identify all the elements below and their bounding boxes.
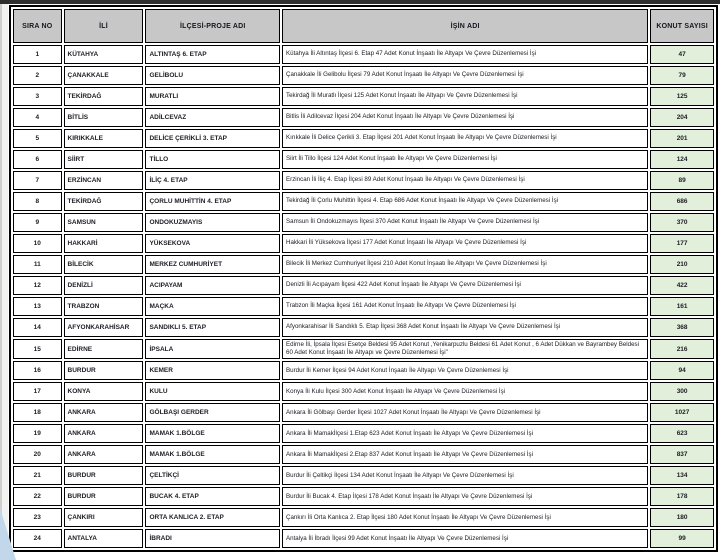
cell-ilce_proje: BUCAK 4. ETAP	[145, 487, 280, 506]
cell-sira_no: 23	[13, 508, 62, 527]
cell-sira_no: 22	[13, 487, 62, 506]
cell-konut_sayisi: 125	[650, 87, 714, 106]
cell-il: ANKARA	[64, 403, 144, 422]
cell-il: BURDUR	[64, 361, 144, 380]
cell-ilce_proje: İBRADI	[145, 529, 280, 548]
cell-sira_no: 19	[13, 424, 62, 443]
table-body	[13, 45, 714, 548]
table-row	[13, 255, 714, 274]
cell-sira_no: 2	[13, 66, 62, 85]
table-row	[13, 382, 714, 401]
cell-il: AFYONKARAHİSAR	[64, 318, 144, 337]
cell-isin_adi: Konya İli Kulu İlçesi 300 Adet Konut İnşaatı İle Altyapı Ve Çevre Düzenlemesi İşi	[282, 382, 648, 401]
cell-konut_sayisi: 837	[650, 445, 714, 464]
cell-konut_sayisi: 216	[650, 339, 714, 359]
cell-konut_sayisi: 177	[650, 234, 714, 253]
table-row	[13, 276, 714, 295]
cell-sira_no: 9	[13, 213, 62, 232]
cell-ilce_proje: MURATLI	[145, 87, 280, 106]
cell-ilce_proje: KULU	[145, 382, 280, 401]
housing-projects-table	[9, 5, 718, 552]
cell-isin_adi: Siirt İli Tillo İlçesi 124 Adet Konut İnşaatı İle Altyapı Ve Çevre Düzenlemesi İşi	[282, 150, 648, 169]
cell-konut_sayisi: 89	[650, 171, 714, 190]
column-header-sira_no: SIRA NO	[13, 9, 62, 43]
cell-konut_sayisi: 1027	[650, 403, 714, 422]
cell-ilce_proje: GÖLBAŞI GERDER	[145, 403, 280, 422]
cell-il: BURDUR	[64, 466, 144, 485]
cell-sira_no: 24	[13, 529, 62, 548]
cell-il: HAKKARİ	[64, 234, 144, 253]
cell-sira_no: 6	[13, 150, 62, 169]
cell-sira_no: 5	[13, 129, 62, 148]
cell-ilce_proje: İLİÇ 4. ETAP	[145, 171, 280, 190]
cell-sira_no: 12	[13, 276, 62, 295]
cell-isin_adi: Çanakkale İli Gelibolu İlçesi 79 Adet Konut İnşaatı İle Altyapı Ve Çevre Düzenlemesi İşi	[282, 66, 648, 85]
cell-il: ERZİNCAN	[64, 171, 144, 190]
column-header-ilce_proje: İLÇESİ-PROJE ADI	[145, 9, 280, 43]
cell-il: SİİRT	[64, 150, 144, 169]
table-row	[13, 361, 714, 380]
cell-il: KIRIKKALE	[64, 129, 144, 148]
cell-il: BİLECİK	[64, 255, 144, 274]
cell-ilce_proje: TİLLO	[145, 150, 280, 169]
cell-konut_sayisi: 300	[650, 382, 714, 401]
cell-il: TEKİRDAĞ	[64, 192, 144, 211]
cell-sira_no: 1	[13, 45, 62, 64]
table-row	[13, 529, 714, 548]
cell-konut_sayisi: 178	[650, 487, 714, 506]
cell-ilce_proje: ALTINTAŞ 6. ETAP	[145, 45, 280, 64]
cell-sira_no: 20	[13, 445, 62, 464]
cell-konut_sayisi: 368	[650, 318, 714, 337]
cell-konut_sayisi: 180	[650, 508, 714, 527]
cell-isin_adi: Samsun İli Ondokuzmayıs İlçesi 370 Adet Konut İnşaatı İle Altyapı Ve Çevre Düzenlemesi İşi	[282, 213, 648, 232]
cell-sira_no: 21	[13, 466, 62, 485]
cell-ilce_proje: MAMAK 1.BÖLGE	[145, 445, 280, 464]
column-header-konut_sayisi: KONUT SAYISI	[650, 9, 714, 43]
cell-isin_adi: Burdur İli Çeltikçi İlçesi 134 Adet Konut İnşaatı İle Altyapı Ve Çevre Düzenlemesi İşi	[282, 466, 648, 485]
cell-isin_adi: Edirne İli, İpsala İlçesi Esetçe Beldesi 95 Adet Konut ,Yenikarpuzlu Beldesi 61 Adet Konut , 6 Adet Dükkan ve Bayrambey Beldesi 60 Adet Konut İnşaatı İle Altyapı ve Çevre Düzenlemesi İşi"	[282, 339, 648, 359]
table-row	[13, 192, 714, 211]
table-row	[13, 150, 714, 169]
column-header-il: İLİ	[64, 9, 144, 43]
table-row	[13, 129, 714, 148]
cell-konut_sayisi: 422	[650, 276, 714, 295]
cell-konut_sayisi: 124	[650, 150, 714, 169]
table-row	[13, 508, 714, 527]
left-edge-shadow	[0, 0, 2, 560]
cell-ilce_proje: DELİCE ÇERİKLİ 3. ETAP	[145, 129, 280, 148]
cell-ilce_proje: SANDIKLI 5. ETAP	[145, 318, 280, 337]
cell-isin_adi: Tekirdağ İli Muratlı İlçesi 125 Adet Konut İnşaatı İle Altyapı Ve Çevre Düzenlemesi İşi	[282, 87, 648, 106]
cell-isin_adi: Hakkari İli Yüksekova İlçesi 177 Adet Konut İnşaatı İle Altyapı Ve Çevre Düzenlemesi İşi	[282, 234, 648, 253]
cell-isin_adi: Bitlis İli Adilcevaz İlçesi 204 Adet Konut İnşaatı İle Altyapı Ve Çevre Düzenlemesi İşi	[282, 108, 648, 127]
cell-ilce_proje: YÜKSEKOVA	[145, 234, 280, 253]
cell-il: TRABZON	[64, 297, 144, 316]
cell-ilce_proje: ORTA KANLICA 2. ETAP	[145, 508, 280, 527]
cell-isin_adi: Burdur İli Kemer İlçesi 94 Adet Konut İnşaatı İle Altyapı Ve Çevre Düzenlemesi İşi	[282, 361, 648, 380]
cell-isin_adi: Trabzon İli Maçka İlçesi 161 Adet Konut İnşaatı İle Altyapı Ve Çevre Düzenlemesi İşi	[282, 297, 648, 316]
cell-konut_sayisi: 79	[650, 66, 714, 85]
cell-ilce_proje: GELİBOLU	[145, 66, 280, 85]
cell-ilce_proje: ONDOKUZMAYIS	[145, 213, 280, 232]
cell-sira_no: 18	[13, 403, 62, 422]
cell-il: ÇANKIRI	[64, 508, 144, 527]
table-row	[13, 339, 714, 359]
cell-il: TEKİRDAĞ	[64, 87, 144, 106]
table-row	[13, 297, 714, 316]
header-row	[13, 9, 714, 43]
table-row	[13, 487, 714, 506]
cell-sira_no: 13	[13, 297, 62, 316]
cell-isin_adi: Antalya İli İbradı İlçesi 99 Adet Konut İnşaatı İle Altyapı Ve Çevre Düzenlemesi İşi	[282, 529, 648, 548]
top-edge-strip	[0, 0, 720, 4]
cell-sira_no: 17	[13, 382, 62, 401]
cell-isin_adi: Afyonkarahisar İli Sandıklı 5. Etap İlçesi 368 Adet Konut İnşaatı İle Altyapı Ve Çevre Düzenlemesi İşi	[282, 318, 648, 337]
column-header-isin_adi: İŞİN ADI	[282, 9, 648, 43]
cell-isin_adi: Denizli İli Acıpayam İlçesi 422 Adet Konut İnşaatı İle Altyapı Ve Çevre Düzenlemesi İşi	[282, 276, 648, 295]
cell-il: BİTLİS	[64, 108, 144, 127]
cell-il: ANKARA	[64, 445, 144, 464]
cell-ilce_proje: ACIPAYAM	[145, 276, 280, 295]
cell-isin_adi: Ankara İli Mamakİlçesi 2.Etap 837 Adet Konut İnşaatı İle Altyapı Ve Çevre Düzenlemesi İşi	[282, 445, 648, 464]
cell-sira_no: 3	[13, 87, 62, 106]
table-row	[13, 66, 714, 85]
cell-isin_adi: Bilecik İli Merkez Cumhuriyet İlçesi 210 Adet Konut İnşaatı İle Altyapı Ve Çevre Düzenlemesi İşi	[282, 255, 648, 274]
cell-il: BURDUR	[64, 487, 144, 506]
table-row	[13, 403, 714, 422]
table-row	[13, 171, 714, 190]
document-page	[8, 4, 720, 560]
cell-il: KÜTAHYA	[64, 45, 144, 64]
cell-konut_sayisi: 161	[650, 297, 714, 316]
cell-ilce_proje: ÇORLU MUHİTTİN 4. ETAP	[145, 192, 280, 211]
cell-sira_no: 16	[13, 361, 62, 380]
cell-konut_sayisi: 370	[650, 213, 714, 232]
cell-sira_no: 7	[13, 171, 62, 190]
table-row	[13, 424, 714, 443]
cell-il: KONYA	[64, 382, 144, 401]
cell-sira_no: 8	[13, 192, 62, 211]
cell-konut_sayisi: 623	[650, 424, 714, 443]
cell-ilce_proje: KEMER	[145, 361, 280, 380]
cell-ilce_proje: MAÇKA	[145, 297, 280, 316]
cell-ilce_proje: ÇELTİKÇİ	[145, 466, 280, 485]
table-header	[13, 9, 714, 43]
cell-konut_sayisi: 94	[650, 361, 714, 380]
cell-isin_adi: Tekirdağ İli Çorlu Muhittin İlçesi 4. Etap 686 Adet Konut İnşaatı İle Altyapı Ve Çevre Düzenlemesi İşi	[282, 192, 648, 211]
cell-konut_sayisi: 47	[650, 45, 714, 64]
table-row	[13, 213, 714, 232]
cell-konut_sayisi: 210	[650, 255, 714, 274]
cell-il: SAMSUN	[64, 213, 144, 232]
cell-isin_adi: Ankara İli Gölbaşı Gerder İlçesi 1027 Adet Konut İnşaatı İle Altyapı Ve Çevre Düzenlemesi İşi	[282, 403, 648, 422]
cell-isin_adi: Kütahya İli Altıntaş İlçesi 6. Etap 47 Adet Konut İnşaatı İle Altyapı Ve Çevre Düzenlemesi İşi	[282, 45, 648, 64]
cell-konut_sayisi: 99	[650, 529, 714, 548]
cell-sira_no: 14	[13, 318, 62, 337]
cell-ilce_proje: ADİLCEVAZ	[145, 108, 280, 127]
cell-isin_adi: Çankırı İli Orta Kanlıca 2. Etap İlçesi 180 Adet Konut İnşaatı İle Altyapı Ve Çevre Düzenlemesi İşi	[282, 508, 648, 527]
cell-sira_no: 11	[13, 255, 62, 274]
cell-il: EDİRNE	[64, 339, 144, 359]
cell-konut_sayisi: 204	[650, 108, 714, 127]
cell-ilce_proje: MAMAK 1.BÖLGE	[145, 424, 280, 443]
cell-sira_no: 10	[13, 234, 62, 253]
cell-sira_no: 4	[13, 108, 62, 127]
table-row	[13, 466, 714, 485]
cell-il: ANKARA	[64, 424, 144, 443]
cell-il: ANTALYA	[64, 529, 144, 548]
cell-ilce_proje: İPSALA	[145, 339, 280, 359]
cell-il: ÇANAKKALE	[64, 66, 144, 85]
cell-sira_no: 15	[13, 339, 62, 359]
cell-isin_adi: Kırıkkale İli Delice Çerikli 3. Etap İlçesi 201 Adet Konut İnşaatı İle Altyapı Ve Çevre Düzenlemesi İşi	[282, 129, 648, 148]
table-row	[13, 87, 714, 106]
table-row	[13, 234, 714, 253]
cell-konut_sayisi: 134	[650, 466, 714, 485]
cell-isin_adi: Burdur İli Bucak 4. Etap İlçesi 178 Adet Konut İnşaatı İle Altyapı Ve Çevre Düzenlemesi İşi	[282, 487, 648, 506]
table-row	[13, 318, 714, 337]
cell-isin_adi: Erzincan İli İliç 4. Etap İlçesi 89 Adet Konut İnşaatı İle Altyapı Ve Çevre Düzenlemesi İşi	[282, 171, 648, 190]
cell-konut_sayisi: 686	[650, 192, 714, 211]
cell-isin_adi: Ankara İli Mamakİlçesi 1.Etap 623 Adet Konut İnşaatı İle Altyapı Ve Çevre Düzenlemesi İşi	[282, 424, 648, 443]
table-row	[13, 108, 714, 127]
cell-konut_sayisi: 201	[650, 129, 714, 148]
cell-il: DENİZLİ	[64, 276, 144, 295]
cell-ilce_proje: MERKEZ CUMHURİYET	[145, 255, 280, 274]
table-row	[13, 445, 714, 464]
table-row	[13, 45, 714, 64]
